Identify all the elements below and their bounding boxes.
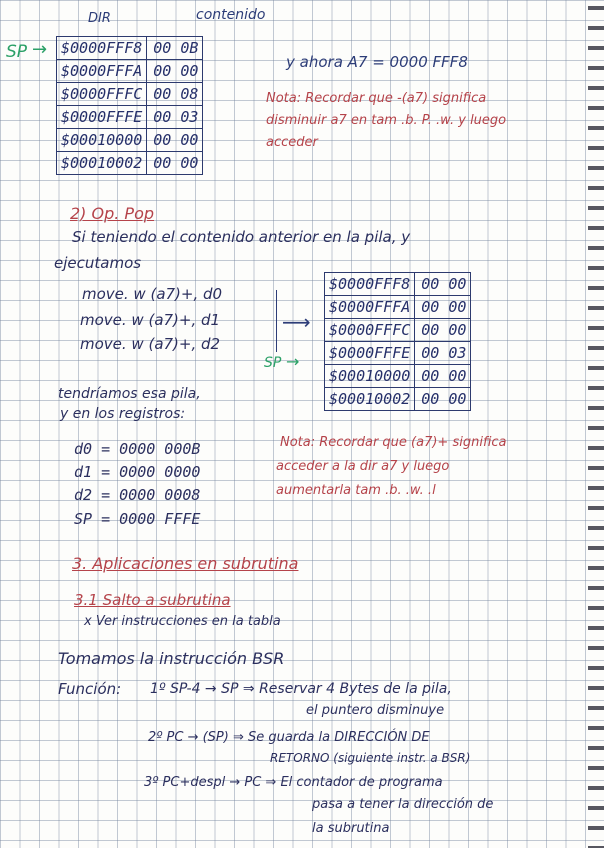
table1-value-cell: 00 00 <box>147 152 203 175</box>
table2-value-cell: 00 00 <box>415 319 471 342</box>
table2-value-cell: 00 00 <box>415 388 471 411</box>
table1-address-cell: $00010000 <box>57 129 147 152</box>
sp-arrow-1: → <box>32 39 48 60</box>
table1-row <box>57 83 203 106</box>
table1-header-dir: DIR <box>88 11 111 26</box>
sp-label-2: SP <box>264 355 282 371</box>
stack-table-1 <box>56 36 203 175</box>
instr-arrow: ⟶ <box>282 310 311 334</box>
table1-row <box>57 129 203 152</box>
table1-value-cell: 00 00 <box>147 129 203 152</box>
instr-bracket <box>276 290 277 352</box>
step2-cont: RETORNO (siguiente instr. a BSR) <box>270 751 471 765</box>
table2-value-cell: 00 03 <box>415 342 471 365</box>
section3-title: 3. Aplicaciones en subrutina <box>72 554 299 573</box>
nota1-line3: acceder <box>266 135 318 150</box>
sp-arrow-2: → <box>286 352 300 371</box>
table1-row <box>57 106 203 129</box>
table2-value-cell: 00 00 <box>415 296 471 319</box>
result-line1: tendríamos esa pila, <box>58 386 201 402</box>
table1-address-cell: $0000FFFC <box>57 83 147 106</box>
reg-d1: d1 = 0000 0000 <box>74 463 201 481</box>
table2-value-cell: 00 00 <box>415 365 471 388</box>
table1-value-cell: 00 00 <box>147 60 203 83</box>
step1-cont: el puntero disminuye <box>306 703 445 718</box>
reg-sp: SP = 0000 FFFE <box>74 510 201 528</box>
step1: 1º SP-4 → SP ⇒ Reservar 4 Bytes de la pila, <box>150 681 452 697</box>
stack-table-2 <box>324 272 471 411</box>
table1-address-cell: $0000FFFA <box>57 60 147 83</box>
sp-label-1: SP <box>6 42 28 62</box>
section2-line2: ejecutamos <box>54 254 142 272</box>
table2-value-cell: 00 00 <box>415 273 471 296</box>
step3-cont: pasa a tener la dirección de <box>312 797 494 812</box>
nota2-line3: aumentarla tam .b. .w. .l <box>276 483 436 498</box>
table1-value-cell: 00 08 <box>147 83 203 106</box>
nota1-line1: Nota: Recordar que -(a7) significa <box>266 91 487 106</box>
table2-row <box>325 388 471 411</box>
reg-d2: d2 = 0000 0008 <box>74 486 201 504</box>
table2-row <box>325 296 471 319</box>
section2-line1: Si teniendo el contenido anterior en la pila, y <box>72 228 411 246</box>
section3-subtitle: 3.1 Salto a subrutina <box>74 591 231 609</box>
table2-address-cell: $0000FFF8 <box>325 273 415 296</box>
table2-row <box>325 319 471 342</box>
table1-value-cell: 00 0B <box>147 37 203 60</box>
table1-row <box>57 152 203 175</box>
instr-2: move. w (a7)+, d1 <box>80 311 221 329</box>
nota2-line1: Nota: Recordar que (a7)+ significa <box>280 435 507 450</box>
table1-header-content: contenido <box>196 7 266 23</box>
section3-note: x Ver instrucciones en la tabla <box>84 614 281 629</box>
step3-cont2: la subrutina <box>312 821 390 836</box>
table1-value-cell: 00 03 <box>147 106 203 129</box>
table2-address-cell: $0000FFFA <box>325 296 415 319</box>
instr-3: move. w (a7)+, d2 <box>80 335 221 353</box>
table1-address-cell: $0000FFFE <box>57 106 147 129</box>
section2-title: 2) Op. Pop <box>70 204 155 223</box>
table2-address-cell: $00010002 <box>325 388 415 411</box>
table2-row <box>325 273 471 296</box>
step2: 2º PC → (SP) ⇒ Se guarda la DIRECCIÓN DE <box>148 730 430 745</box>
nota1-line2: disminuir a7 en tam .b. P. .w. y luego <box>266 113 507 128</box>
result-line2: y en los registros: <box>60 406 186 422</box>
table1-row <box>57 60 203 83</box>
reg-d0: d0 = 0000 000B <box>74 440 201 458</box>
tomamos-text: Tomamos la instrucción BSR <box>58 649 285 668</box>
table1-address-cell: $00010002 <box>57 152 147 175</box>
table1-address-cell: $0000FFF8 <box>57 37 147 60</box>
table2-address-cell: $0000FFFE <box>325 342 415 365</box>
table2-row <box>325 365 471 388</box>
instr-1: move. w (a7)+, d0 <box>82 285 223 303</box>
step3: 3º PC+despl → PC ⇒ El contador de programa <box>144 775 443 790</box>
table2-row <box>325 342 471 365</box>
table2-address-cell: $0000FFFC <box>325 319 415 342</box>
table2-address-cell: $00010000 <box>325 365 415 388</box>
nota2-line2: acceder a la dir a7 y luego <box>276 459 450 474</box>
y-ahora-text: y ahora A7 = 0000 FFF8 <box>286 53 468 71</box>
funcion-label: Función: <box>58 680 122 698</box>
spiral-binding <box>588 0 604 848</box>
table1-row <box>57 37 203 60</box>
